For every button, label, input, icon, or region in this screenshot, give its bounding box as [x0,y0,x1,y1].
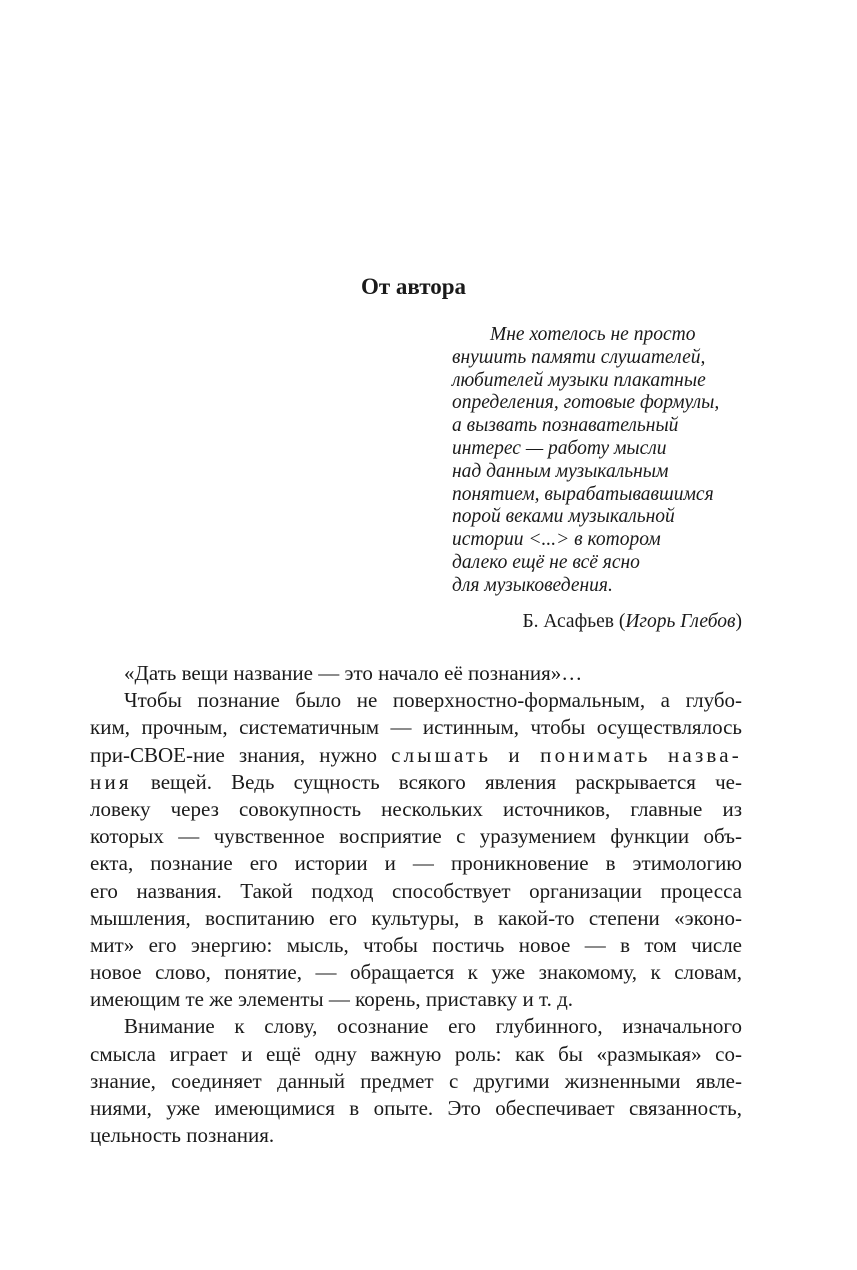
epigraph-line: далеко ещё не всё ясно [452,551,640,573]
epigraph [452,324,752,598]
text-line: мышления, воспитанию его культуры, в какой-то степени «эконо- [90,905,742,930]
epigraph-line: интерес — работу мысли [452,437,667,459]
text-line: ким, прочным, систематичным — истинным, чтобы осуществлялось [90,715,742,740]
epigraph-line: любителей музыки плакатные [452,369,706,391]
text-line: которых — чувственное восприятие с уразумением функции объ- [90,824,742,849]
spaced-emphasis: слышать и понимать назва- [391,742,742,767]
text-line: смысла играет и ещё одну важную роль: как бы «размыкая» со- [90,1041,742,1066]
body-text [90,660,742,1149]
epigraph-line: порой веками музыкальной [452,506,675,528]
text-line: «Дать вещи название — это начало её познания»… [124,661,583,685]
text-line [90,742,742,769]
epigraph-line: внушить памяти слушателей, [452,346,706,368]
text-line: новое слово, понятие, — обращается к уже знакомому, к словам, [90,960,742,985]
text-line: Чтобы познание было не поверхностно-формальным, а глубо- [124,688,742,713]
epigraph-line: над данным музыкальным [452,460,669,482]
epigraph-line: для музыковедения. [452,574,613,596]
text-line: екта, познание его истории и — проникновение в этимологию [90,851,742,876]
attribution-author: Б. Асафьев ( [522,611,626,632]
attribution-close: ) [735,611,742,632]
text-line [90,769,742,796]
text-line: Внимание к слову, осознание его глубинного, изначального [124,1014,742,1039]
epigraph-line: понятием, вырабатывавшимся [452,483,714,505]
text-line: цельность познания. [90,1123,275,1148]
epigraph-line: Мне хотелось не просто [490,324,696,345]
epigraph-line: а вызвать познавательный [452,415,679,437]
text-line: имеющим те же элементы — корень, приставку и т. д. [90,987,574,1012]
epigraph-line: определения, готовые формулы, [452,392,720,414]
text-segment: вещей. Ведь сущность всякого явления раскрывается че- [131,769,742,794]
text-line: мит» его энергию: мысль, чтобы постичь новое — в том числе [90,932,742,957]
text-line: ниями, уже имеющимися в опыте. Это обеспечивает связанность, [90,1096,742,1120]
section-heading: От автора [360,274,467,299]
attribution-pseudonym: Игорь Глебов [625,611,736,632]
epigraph-attribution [522,610,742,634]
text-segment: при-СВОЕ-ние знания, нужно [90,742,392,767]
spaced-emphasis: ния [90,769,132,794]
text-line: знание, соединяет данный предмет с другими жизненными явле- [90,1068,742,1093]
epigraph-line: истории <...> в котором [452,529,661,551]
text-line: ловеку через совокупность нескольких источников, главные из [90,796,742,821]
text-line: его названия. Такой подход способствует организации процесса [90,878,742,903]
